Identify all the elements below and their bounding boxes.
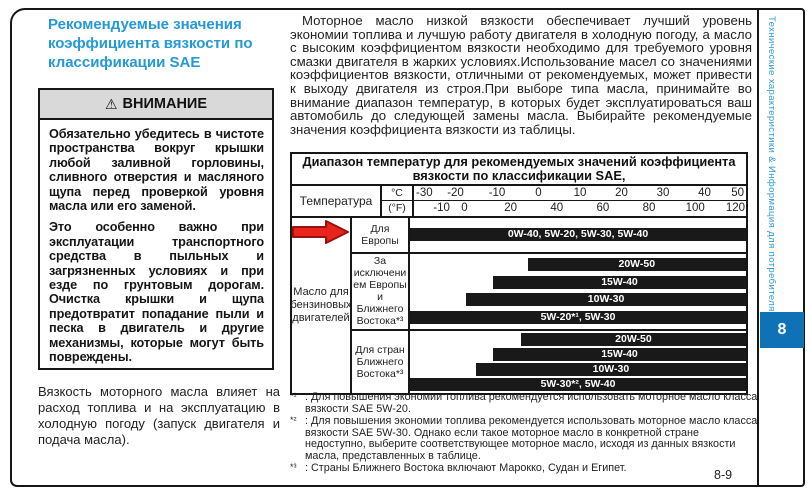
region-label: Для стран Ближнего Востока*³ (352, 331, 410, 393)
footnote-2 (290, 416, 758, 462)
oil-grade-bar: 15W-40 (493, 276, 746, 289)
oil-grade-bar: 20W-50 (521, 333, 746, 346)
footnotes (290, 392, 758, 476)
table-body (292, 218, 746, 393)
region-label: За исключением Европы и Ближнего Востока*³ (352, 254, 410, 329)
fahrenheit-tick: 20 (504, 202, 518, 215)
sae-viscosity-table (290, 152, 748, 395)
oil-grade-bar: 0W-40, 5W-20, 5W-30, 5W-40 (410, 228, 746, 241)
oil-grade-bar: 5W-30*², 5W-40 (410, 378, 746, 391)
bars-cell (410, 331, 746, 393)
fahrenheit-ticks (414, 201, 746, 216)
warning-triangle-icon: ⚠ (104, 95, 118, 112)
europe-row-arrow-icon (290, 218, 352, 246)
temperature-label: Температура (292, 186, 382, 216)
sidebar-vertical-title: Технические характеристики & Информация для потребителя (766, 16, 777, 312)
celsius-unit: °C (382, 186, 412, 202)
oil-grade-bar: 10W-30 (476, 363, 746, 376)
fahrenheit-tick: -10 (433, 202, 450, 215)
fahrenheit-tick: 40 (550, 202, 564, 215)
bars-cell (410, 254, 746, 329)
region-label: Для Европы (352, 218, 410, 252)
fahrenheit-tick: 100 (685, 202, 705, 215)
footnote-text: : Страны Ближнего Востока включают Марокко, Судан и Египет. (305, 462, 627, 474)
celsius-tick: 50 (731, 186, 744, 199)
engine-group-label: Масло для бензиновых двигателей (292, 218, 352, 393)
celsius-tick: -10 (488, 186, 506, 199)
footnote-text: : Для повышения экономии топлива рекомендуется использовать моторное масло класса вязкости SAE 5W-20. (305, 391, 758, 415)
celsius-tick: -30 (416, 186, 433, 199)
chapter-tab: 8 (760, 312, 804, 348)
table-row (352, 329, 746, 393)
footnote-marker: *³ (290, 462, 297, 472)
viscosity-note: Вязкость моторного масла влияет на расход топлива и на эксплуатацию в холодную погоду (запуск двигателя и подача масла). (38, 384, 280, 447)
celsius-tick: 20 (615, 186, 628, 199)
warning-title: ВНИМАНИЕ (122, 96, 208, 112)
celsius-tick: 0 (535, 186, 542, 199)
warning-box (38, 88, 274, 370)
oil-grade-bar: 5W-20*¹, 5W-30 (410, 311, 746, 324)
page-title: Рекомендуемые значения коэффициента вязкости по классификации SAE (48, 16, 253, 71)
fahrenheit-tick: 0 (461, 202, 468, 215)
celsius-ticks (414, 186, 746, 202)
oil-grade-bar: 15W-40 (493, 348, 746, 361)
fahrenheit-tick: 60 (596, 202, 610, 215)
fahrenheit-unit: (°F) (388, 202, 406, 215)
oil-grade-bar: 10W-30 (466, 293, 746, 306)
warning-paragraph: Обязательно убедитесь в чистоте пространства вокруг крышки любой заливной горловины, сливного отверстия и масляного щупа перед проверкой уровня масла или его заменой. (49, 127, 264, 214)
celsius-tick: 30 (656, 186, 670, 199)
warning-body (40, 120, 272, 365)
oil-grade-bar: 20W-50 (528, 258, 746, 271)
table-header (292, 186, 746, 218)
warning-header (40, 90, 272, 120)
footnote-3 (290, 463, 758, 475)
intro-paragraph: Моторное масло низкой вязкости обеспечивает лучший уровень экономии топлива и лучшую работу двигателя в холодную погоду, а масло с высоким коэффициентом вязкости необходимо для требуемого уровня смазки двигателя в жарких условиях.Использование масел со значениями коэффициентов вязкости, отличными от рекомендуемых, может привести к выходу двигателя из строя.При выборе типа масла, принимайте во внимание диапазон температур, в которых будет эксплуатироваться ваш автомобиль до следующей замены масла. Выбирайте рекомендуемые значения коэффициента вязкости из таблицы. (290, 13, 752, 137)
table-row (352, 218, 746, 252)
footnote-marker: *² (290, 415, 297, 425)
temperature-scale (414, 186, 746, 216)
fahrenheit-tick: 80 (642, 202, 656, 215)
table-row (352, 252, 746, 329)
celsius-tick: -20 (447, 186, 464, 199)
table-title: Диапазон температур для рекомендуемых значений коэффициента вязкости по классификации SAE, (292, 154, 746, 186)
celsius-tick: 10 (573, 186, 587, 199)
celsius-tick: 40 (698, 186, 711, 199)
footnote-marker: *¹ (290, 391, 297, 401)
fahrenheit-tick: 120 (725, 202, 745, 215)
footnote-text: : Для повышения экономии топлива рекомендуется использовать моторное масло класса вязкости SAE 5W-30. Однако если такое моторное масло в конкретной стране недоступно, выберите соответствующее моторное масло, исходя из данных вязкости масла, представленных в таблице. (305, 415, 758, 462)
page-number: 8-9 (714, 468, 733, 482)
warning-paragraph: Это особенно важно при эксплуатации транспортного средства в пыльных и загрязненных условиях и при езде по грунтовым дорогам. Очистка крышки и щупа предотвратит попадание пыли и песка в двигатель и другие механизмы, которые могут быть повреждены. (49, 220, 264, 365)
footnote-1 (290, 392, 758, 415)
unit-cell (382, 186, 414, 216)
bars-cell (410, 218, 746, 252)
table-body-groups (352, 218, 746, 393)
